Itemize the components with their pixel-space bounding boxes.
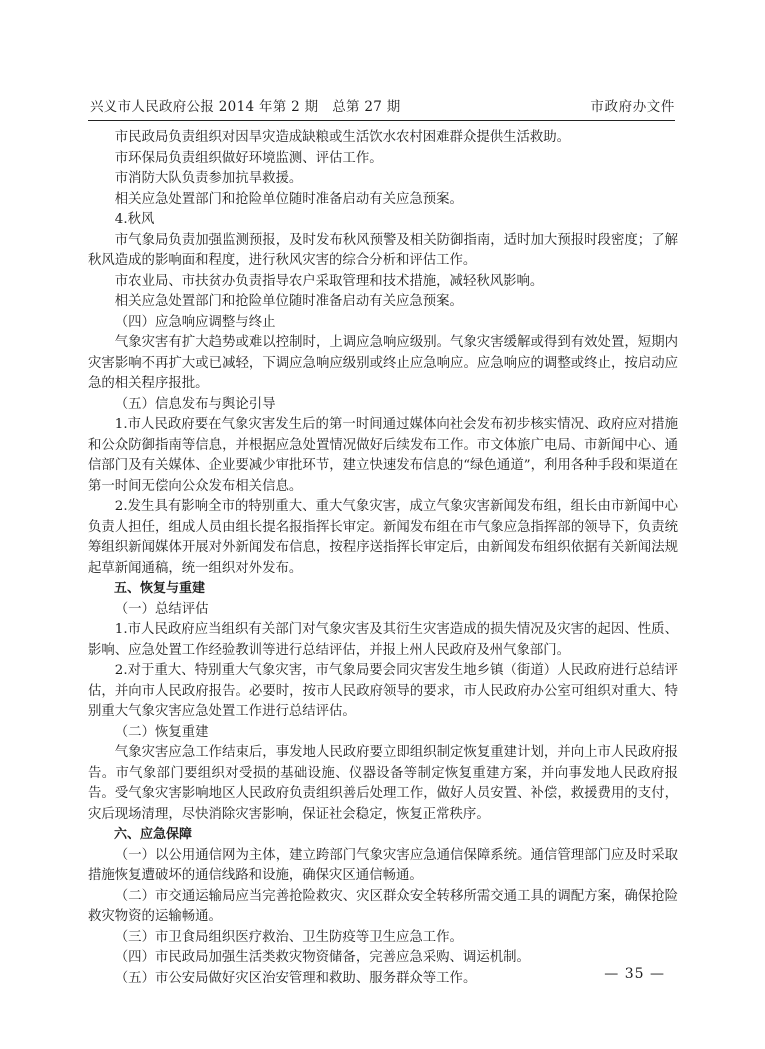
paragraph: 气象灾害有扩大趋势或难以控制时，上调应急响应级别。气象灾害缓解或得到有效处置，短期内灾害影响不再扩大或已减轻，下调应急响应级别或终止应急响应。应急响应的调整或终止，按启动应急的相关程序报批。 <box>88 335 678 391</box>
paragraph: （二）市交通运输局应当完善抢险救灾、灾区群众安全转移所需交通工具的调配方案，确保抢险救灾物资的运输畅通。 <box>88 888 678 924</box>
paragraph: （五）信息发布与舆论引导 <box>114 396 276 412</box>
paragraph: 市环保局负责组织做好环境监测、评估工作。 <box>114 150 383 166</box>
paragraph: （三）市卫食局组织医疗救治、卫生防疫等卫生应急工作。 <box>114 929 463 945</box>
paragraph: 2.发生具有影响全市的特别重大、重大气象灾害，成立气象灾害新闻发布组，组长由市新闻中心负责人担任，组成人员由组长提名报指挥长审定。新闻发布组在市气象应急指挥部的领导下，负责统筹组织新闻媒体开展对外新闻发布信息，按程序送指挥长审定后，由新闻发布组织依据有关新闻法规起草新闻通稿，统一组织对外发布。 <box>88 499 678 576</box>
header-publication-title: 兴义市人民政府公报 2014 年第 2 期 总第 27 期 <box>90 99 401 115</box>
paragraph: （四）市民政局加强生活类救灾物资储备，完善应急采购、调运机制。 <box>114 950 530 965</box>
paragraph: 相关应急处置部门和抢险单位随时准备启动有关应急预案。 <box>114 191 463 207</box>
header-section-title: 市政府办文件 <box>590 99 675 115</box>
paragraph: （一）总结评估 <box>114 601 209 617</box>
paragraph: 气象灾害应急工作结束后，事发地人民政府要立即组织制定恢复重建计划，并向上市人民政府报告。市气象部门要组织对受损的基础设施、仪器设备等制定恢复重建方案，并向事发地人民政府报告。受气象灾害影响地区人民政府负责组织善后处理工作，做好人员安置、补偿，救援费用的支付，灾后现场清理，尽快消除灾害影响，保证社会稳定，恢复正常秩序。 <box>88 745 678 822</box>
paragraph: 2.对于重大、特别重大气象灾害，市气象局要会同灾害发生地乡镇（街道）人民政府进行总结评估，并向市人民政府报告。必要时，按市人民政府领导的要求，市人民政府办公室可组织对重大、特别重大气象灾害应急处置工作进行总结评估。 <box>88 663 678 719</box>
paragraph: （二）恢复重建 <box>114 724 209 740</box>
paragraph: 市农业局、市扶贫办负责指导农户采取管理和技术措施，减轻秋风影响。 <box>114 273 544 289</box>
paragraph: 相关应急处置部门和抢险单位随时准备启动有关应急预案。 <box>114 294 463 309</box>
section-heading: 五、恢复与重建 <box>114 581 206 596</box>
section-heading: 六、应急保障 <box>114 827 193 842</box>
page-number: — 35 — <box>604 966 665 982</box>
body-text <box>88 128 678 989</box>
paragraph: 1.市人民政府要在气象灾害发生后的第一时间通过媒体向社会发布初步核实情况、政府应对措施和公众防御指南等信息，并根据应急处置情况做好后续发布工作。市文体旅广电局、市新闻中心、通信部门及有关媒体、企业要减少审批环节，建立快速发布信息的“绿色通道”，利用各种手段和渠道在第一时间无偿向公众发布相关信息。 <box>88 417 678 494</box>
running-header <box>88 96 675 121</box>
paragraph: （一）以公用通信网为主体，建立跨部门气象灾害应急通信保障系统。通信管理部门应及时采取措施恢复遭破坏的通信线路和设施，确保灾区通信畅通。 <box>88 847 678 883</box>
paragraph: 市气象局负责加强监测预报，及时发布秋风预警及相关防御指南，适时加大预报时段密度；了解秋风造成的影响面和程度，进行秋风灾害的综合分析和评估工作。 <box>88 232 678 268</box>
paragraph: 4.秋风 <box>114 212 155 227</box>
paragraph: 市民政局负责组织对因旱灾造成缺粮或生活饮水农村困难群众提供生活救助。 <box>114 130 571 145</box>
paragraph: （四）应急响应调整与终止 <box>114 314 276 330</box>
paragraph: 市消防大队负责参加抗旱救援。 <box>114 171 303 186</box>
paragraph: （五）市公安局做好灾区治安管理和救助、服务群众等工作。 <box>114 970 477 986</box>
paragraph: 1.市人民政府应当组织有关部门对气象灾害及其衍生灾害造成的损失情况及灾害的起因、性质、影响、应急处置工作经验教训等进行总结评估，并报上州人民政府及州气象部门。 <box>88 622 678 658</box>
